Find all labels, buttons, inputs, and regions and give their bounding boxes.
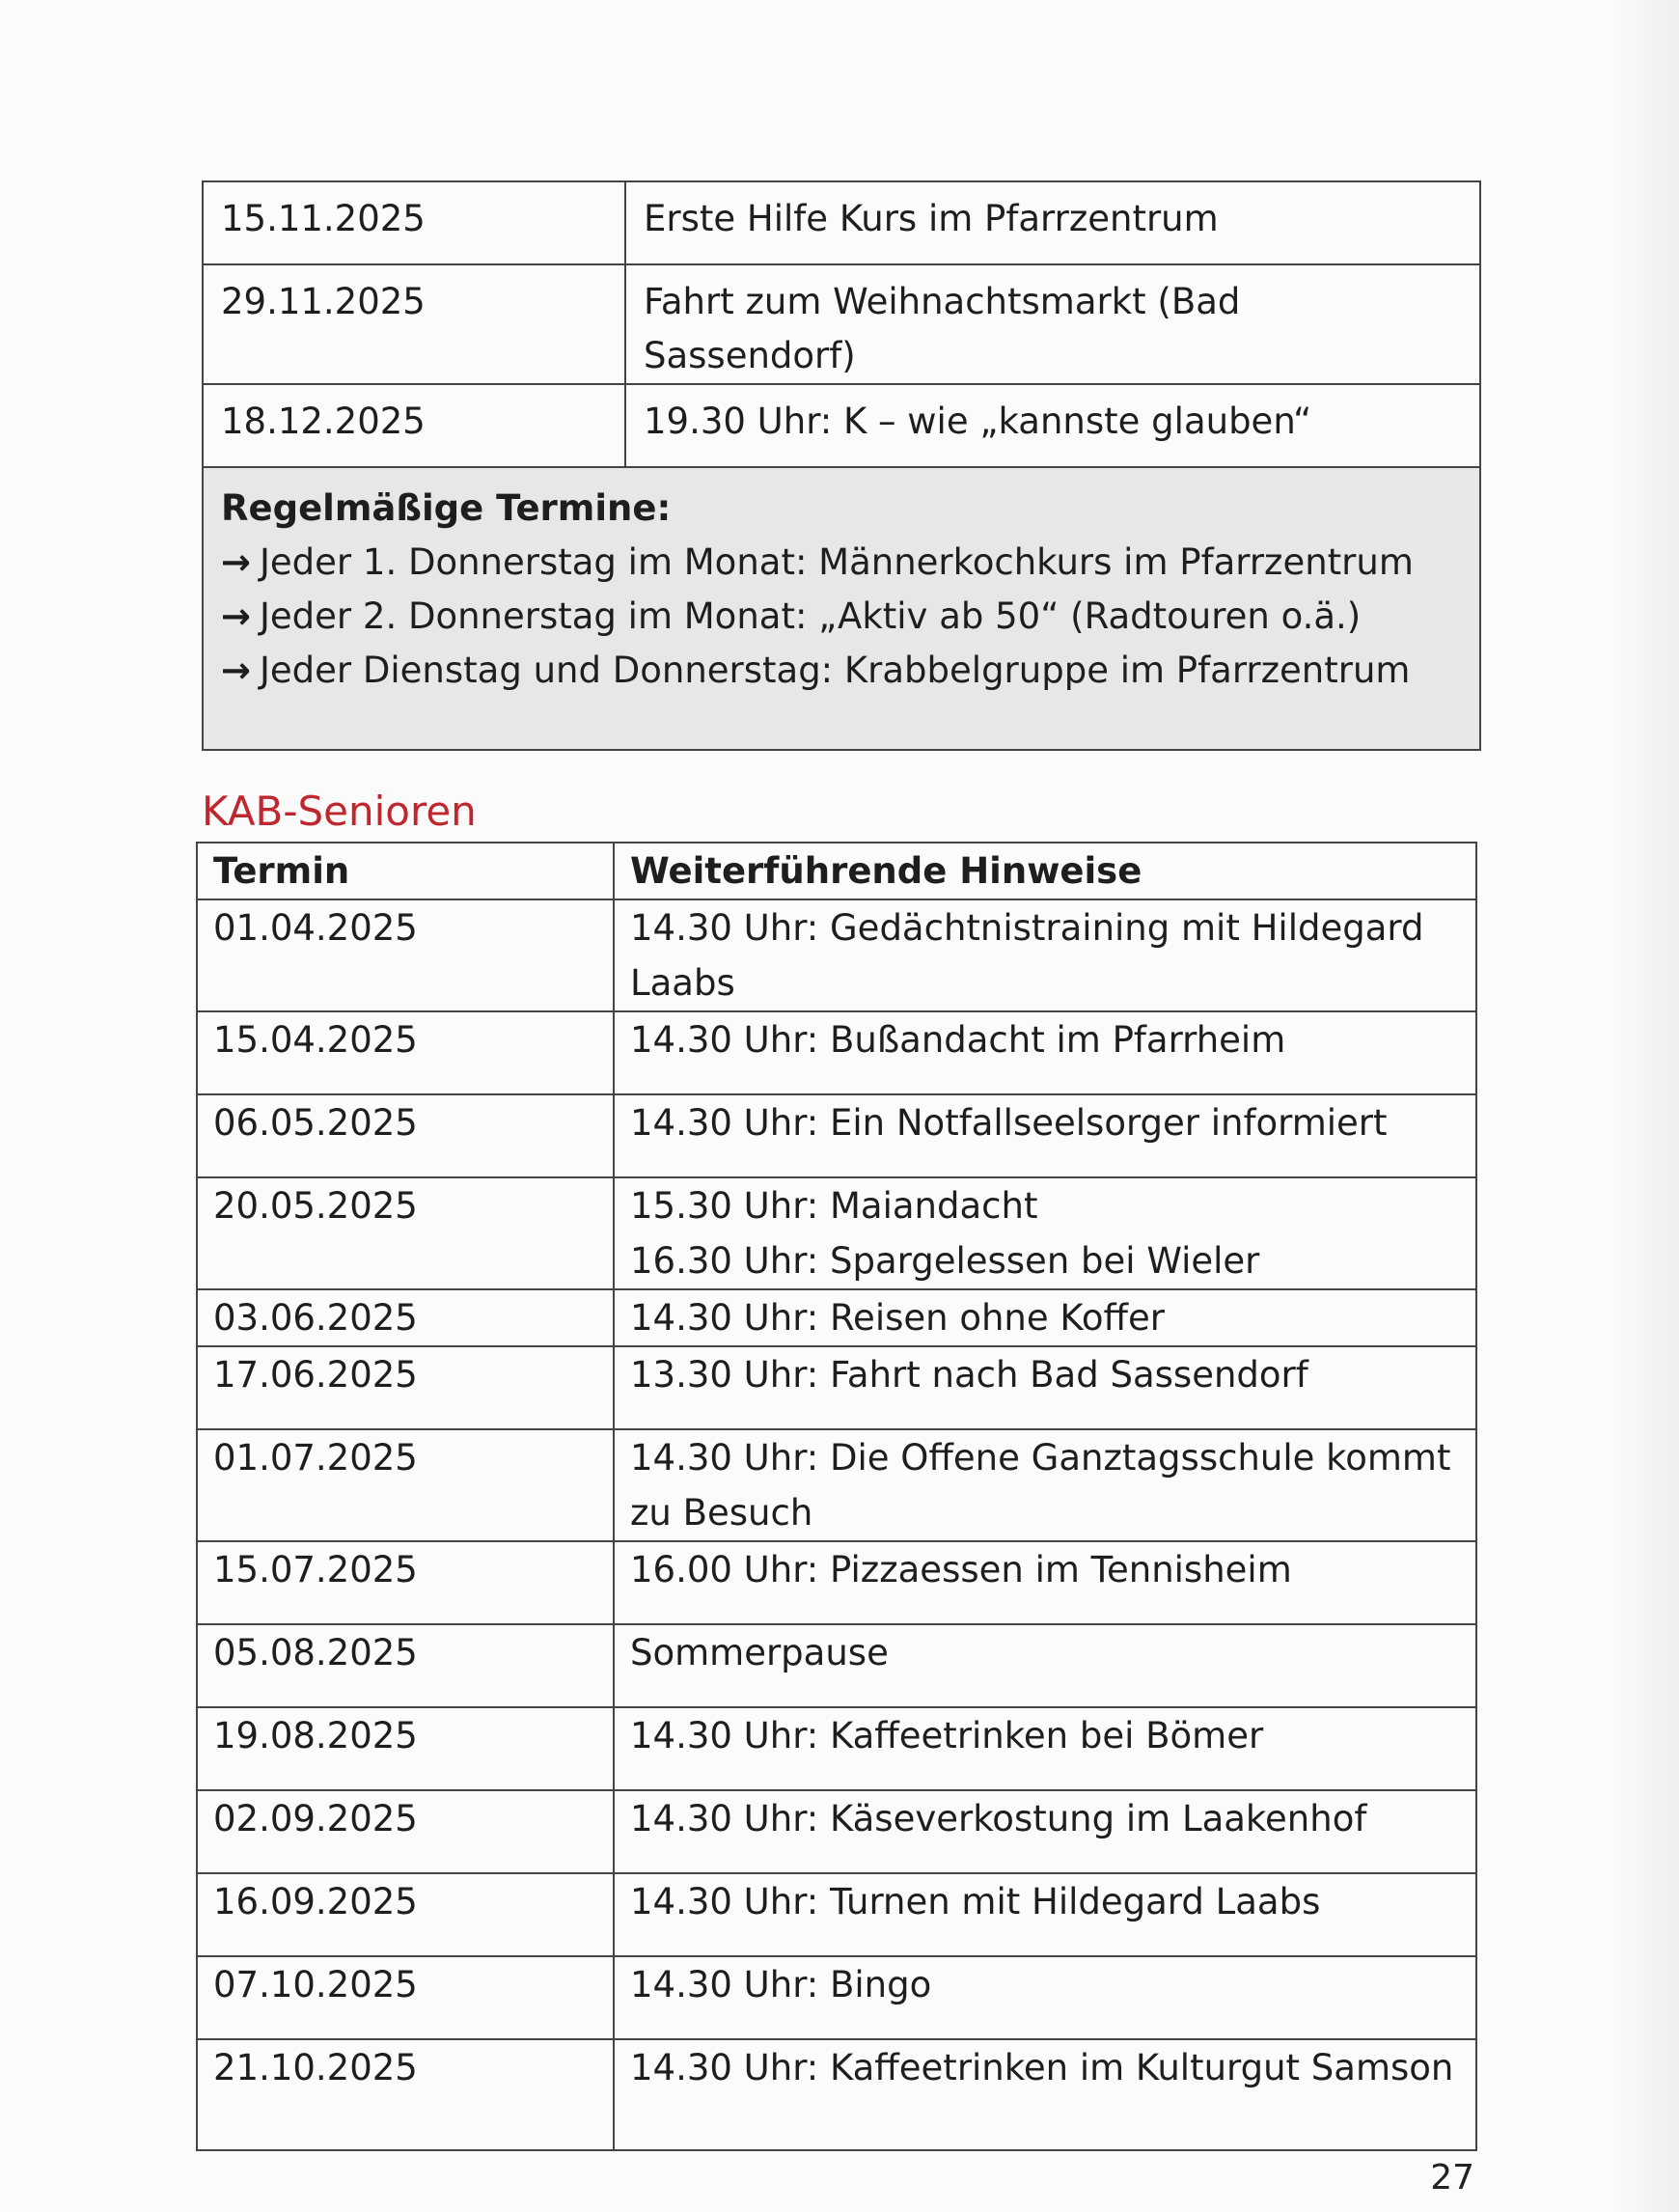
table-row bbox=[203, 181, 1480, 264]
page-number: 27 bbox=[1430, 2158, 1474, 2198]
date-cell: 21.10.2025 bbox=[197, 2039, 614, 2150]
hint-cell: Sommerpause bbox=[614, 1624, 1476, 1707]
table-row bbox=[197, 1346, 1476, 1429]
page-edge-shadow bbox=[1611, 0, 1679, 2212]
date-cell: 20.05.2025 bbox=[197, 1177, 614, 1289]
table-row bbox=[197, 1011, 1476, 1094]
table-row bbox=[197, 1289, 1476, 1346]
table-row bbox=[197, 1790, 1476, 1873]
arrow-right-icon: → bbox=[221, 650, 252, 691]
date-cell: 15.07.2025 bbox=[197, 1541, 614, 1624]
section-heading: KAB-Senioren bbox=[202, 788, 477, 835]
hint-cell: 14.30 Uhr: Die Offene Ganztagsschule kommt zu Besuch bbox=[614, 1429, 1476, 1541]
hint-cell: 15.30 Uhr: Maiandacht 16.30 Uhr: Spargelessen bei Wieler bbox=[614, 1177, 1476, 1289]
table-row bbox=[203, 384, 1480, 467]
arrow-right-icon: → bbox=[221, 595, 252, 637]
date-cell: 05.08.2025 bbox=[197, 1624, 614, 1707]
hint-cell: 14.30 Uhr: Käseverkostung im Laakenhof bbox=[614, 1790, 1476, 1873]
date-cell: 01.07.2025 bbox=[197, 1429, 614, 1541]
kab-senioren-table bbox=[196, 842, 1477, 2151]
date-cell: 29.11.2025 bbox=[203, 264, 625, 384]
table-row bbox=[197, 1177, 1476, 1289]
regular-date-item bbox=[221, 536, 1462, 590]
hint-cell: 14.30 Uhr: Bingo bbox=[614, 1956, 1476, 2039]
hint-cell: 14.30 Uhr: Kaffeetrinken im Kulturgut Samson bbox=[614, 2039, 1476, 2150]
table-row bbox=[203, 264, 1480, 384]
arrow-right-icon: → bbox=[221, 541, 252, 583]
regular-date-text: Jeder 2. Donnerstag im Monat: „Aktiv ab 50“ (Radtouren o.ä.) bbox=[260, 595, 1362, 637]
table-row bbox=[197, 1541, 1476, 1624]
table-row bbox=[197, 1094, 1476, 1177]
hint-cell: 14.30 Uhr: Ein Notfallseelsorger informiert bbox=[614, 1094, 1476, 1177]
date-cell: 15.04.2025 bbox=[197, 1011, 614, 1094]
date-cell: 18.12.2025 bbox=[203, 384, 625, 467]
date-cell: 03.06.2025 bbox=[197, 1289, 614, 1346]
regular-date-item bbox=[221, 590, 1462, 644]
table-row bbox=[197, 1707, 1476, 1790]
table-row bbox=[197, 1429, 1476, 1541]
events-table-top bbox=[202, 180, 1481, 751]
regular-dates-title: Regelmäßige Termine: bbox=[221, 487, 672, 529]
table-row bbox=[197, 1624, 1476, 1707]
regular-date-item bbox=[221, 644, 1462, 698]
hint-cell: 14.30 Uhr: Kaffeetrinken bei Bömer bbox=[614, 1707, 1476, 1790]
hint-cell: 14.30 Uhr: Reisen ohne Koffer bbox=[614, 1289, 1476, 1346]
table-row bbox=[197, 2039, 1476, 2150]
date-cell: 16.09.2025 bbox=[197, 1873, 614, 1956]
date-cell: 06.05.2025 bbox=[197, 1094, 614, 1177]
table-row bbox=[197, 1956, 1476, 2039]
event-cell: Erste Hilfe Kurs im Pfarrzentrum bbox=[625, 181, 1480, 264]
table-row bbox=[197, 899, 1476, 1011]
date-cell: 19.08.2025 bbox=[197, 1707, 614, 1790]
regular-dates-box bbox=[203, 467, 1480, 750]
regular-dates-row bbox=[203, 467, 1480, 750]
date-cell: 07.10.2025 bbox=[197, 1956, 614, 2039]
date-cell: 17.06.2025 bbox=[197, 1346, 614, 1429]
hint-cell: 13.30 Uhr: Fahrt nach Bad Sassendorf bbox=[614, 1346, 1476, 1429]
hint-cell: 14.30 Uhr: Gedächtnistraining mit Hildegard Laabs bbox=[614, 899, 1476, 1011]
table-row bbox=[197, 1873, 1476, 1956]
date-cell: 15.11.2025 bbox=[203, 181, 625, 264]
hint-cell: 14.30 Uhr: Bußandacht im Pfarrheim bbox=[614, 1011, 1476, 1094]
table-header-row bbox=[197, 843, 1476, 899]
date-cell: 02.09.2025 bbox=[197, 1790, 614, 1873]
hint-cell: 14.30 Uhr: Turnen mit Hildegard Laabs bbox=[614, 1873, 1476, 1956]
event-cell: Fahrt zum Weihnachtsmarkt (Bad Sassendorf) bbox=[625, 264, 1480, 384]
column-header-hinweise: Weiterführende Hinweise bbox=[614, 843, 1476, 899]
column-header-termin: Termin bbox=[197, 843, 614, 899]
regular-date-text: Jeder 1. Donnerstag im Monat: Männerkochkurs im Pfarrzentrum bbox=[260, 541, 1414, 583]
hint-cell: 16.00 Uhr: Pizzaessen im Tennisheim bbox=[614, 1541, 1476, 1624]
regular-date-text: Jeder Dienstag und Donnerstag: Krabbelgruppe im Pfarrzentrum bbox=[260, 650, 1411, 691]
event-cell: 19.30 Uhr: K – wie „kannste glauben“ bbox=[625, 384, 1480, 467]
date-cell: 01.04.2025 bbox=[197, 899, 614, 1011]
